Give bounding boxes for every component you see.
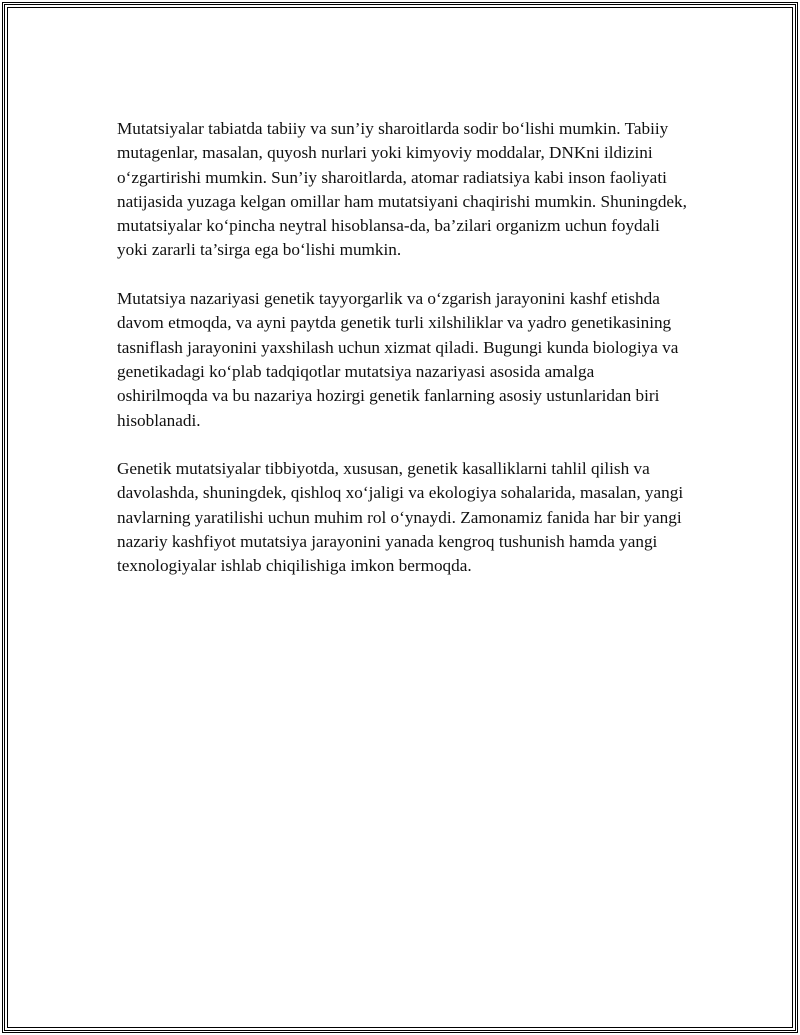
paragraph-1: Mutatsiyalar tabiatda tabiiy va sun’iy sharoitlarda sodir bo‘lishi mumkin. Tabiiy mutagenlar, masalan, quyosh nurlari yoki kimyoviy moddalar, DNKni ildizini o‘zgartirishi mumkin. Sun’iy sharoitlarda, atomar radiatsiya kabi inson faoliyati natijasida yuzaga kelgan omillar ham mutatsiyani chaqirishi mumkin. Shuningdek, mutatsiyalar ko‘pincha neytral hisoblansa-da, ba’zilari organizm uchun foydali yoki zararli ta’sirga ega bo‘lishi mumkin. [117,119,687,260]
paragraph-2: Mutatsiya nazariyasi genetik tayyorgarlik va o‘zgarish jarayonini kashf etishda davom etmoqda, va ayni paytda genetik turli xilshiliklar va yadro genetikasining tasniflash jarayonini yaxshilash uchun xizmat qiladi. Bugungi kunda biologiya va genetikadagi ko‘plab tadqiqotlar mutatsiya nazariyasi asosida amalga oshirilmoqda va bu nazariya hozirgi genetik fanlarning asosiy ustunlaridan biri hisoblanadi. [117,289,679,430]
document-body [117,117,687,603]
paragraph-3: Genetik mutatsiyalar tibbiyotda, xususan, genetik kasalliklarni tahlil qilish va davolashda, shuningdek, qishloq xo‘jaligi va ekologiya sohalarida, masalan, yangi navlarning yaratilishi uchun muhim rol o‘ynaydi. Zamonamiz fanida har bir yangi nazariy kashfiyot mutatsiya jarayonini yanada kengroq tushunish hamda yangi texnologiyalar ishlab chiqilishiga imkon bermoqda. [117,459,684,576]
